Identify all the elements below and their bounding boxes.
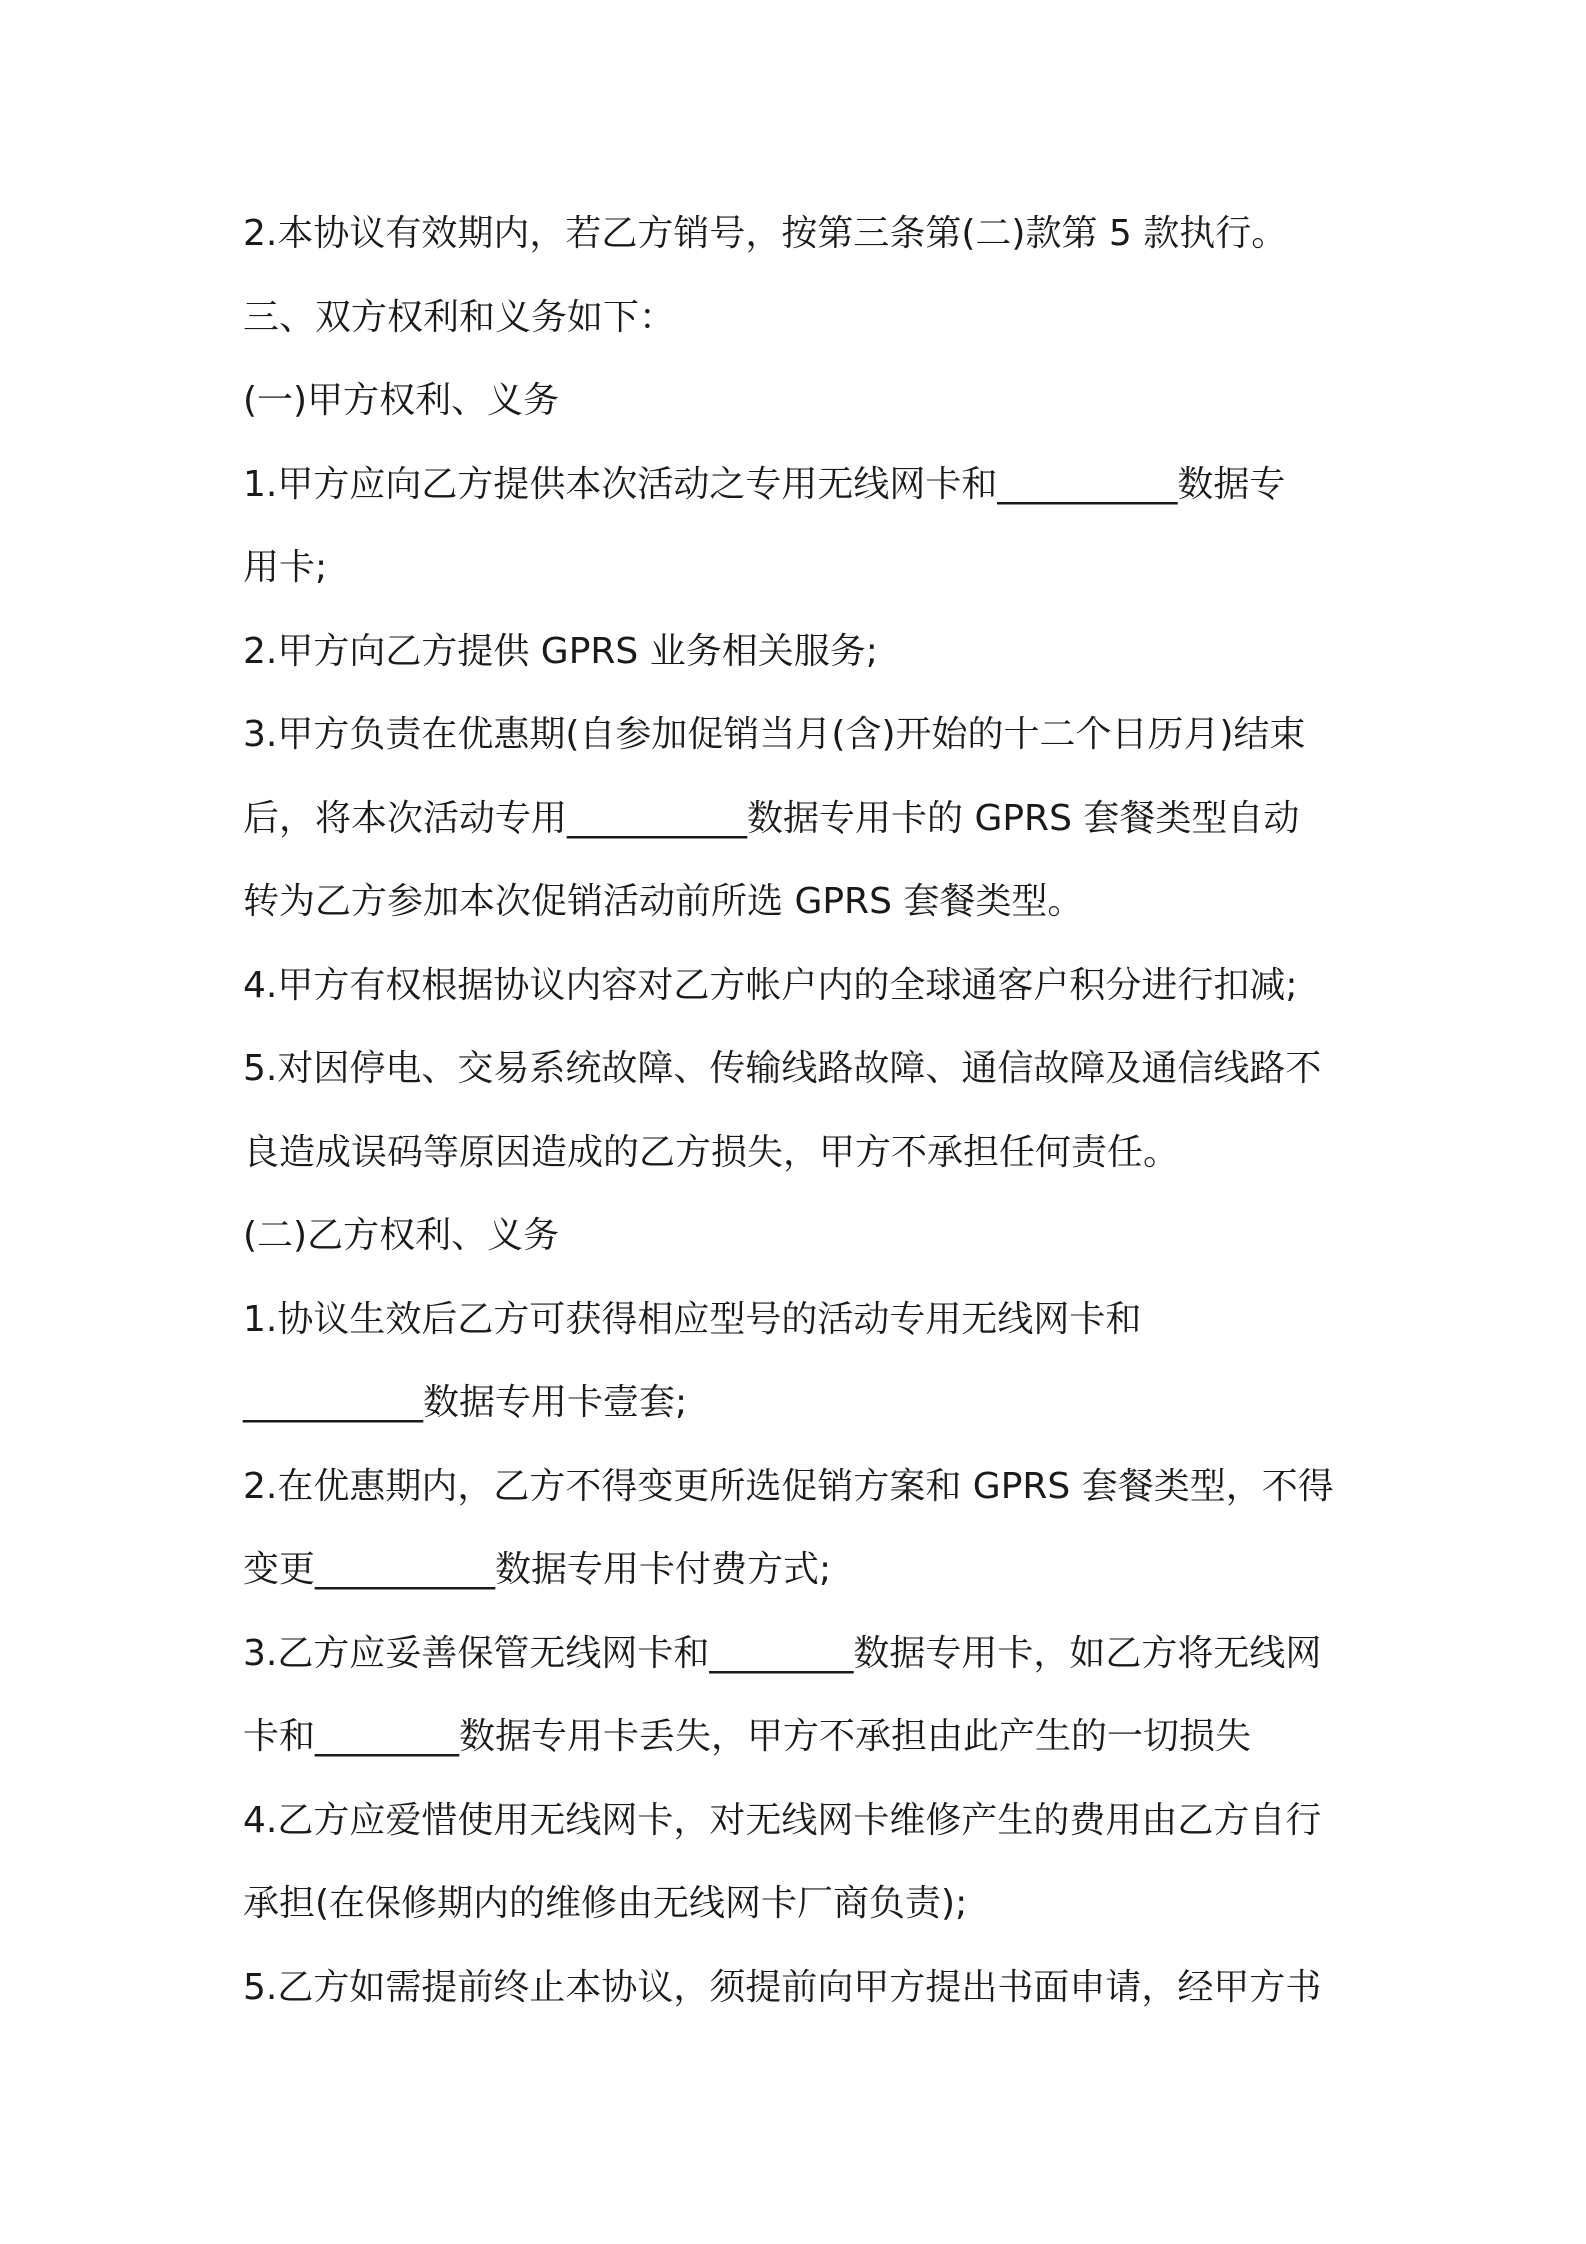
text-line: 良造成误码等原因造成的乙方损失，甲方不承担任何责任。 [243,1131,1180,1173]
section-heading: 三、双方权利和义务如下： [243,296,676,338]
text-line: 2.甲方向乙方提供 GPRS 业务相关服务; [243,630,878,672]
text-line: 承担(在保修期内的维修由无线网卡厂商负责); [243,1883,968,1924]
text-line: 变更__________数据专用卡付费方式; [243,1549,832,1590]
subsection-heading: (二)乙方权利、义务 [243,1215,560,1256]
text-line: __________数据专用卡壹套; [243,1382,688,1423]
text-line: 1.甲方应向乙方提供本次活动之专用无线网卡和__________数据专 [243,463,1286,505]
text-line: 5.对因停电、交易系统故障、传输线路故障、通信故障及通信线路不 [243,1048,1322,1089]
text-line: 3.乙方应妥善保管无线网卡和________数据专用卡，如乙方将无线网 [243,1632,1322,1674]
text-line: 转为乙方参加本次促销活动前所选 GPRS 套餐类型。 [243,881,1084,922]
text-line: 5.乙方如需提前终止本协议，须提前向甲方提出书面申请，经甲方书 [243,1966,1322,2008]
text-line: 用卡; [243,547,328,588]
text-line: 3.甲方负责在优惠期(自参加促销当月(含)开始的十二个日历月)结束 [243,714,1306,755]
text-line: 2.本协议有效期内，若乙方销号，按第三条第(二)款第 5 款执行。 [243,213,1288,254]
document-body [243,192,1363,2029]
text-line: 后，将本次活动专用__________数据专用卡的 GPRS 套餐类型自动 [243,797,1300,839]
text-line: 卡和________数据专用卡丢失，甲方不承担由此产生的一切损失 [243,1716,1252,1757]
text-line: 4.乙方应爱惜使用无线网卡，对无线网卡维修产生的费用由乙方自行 [243,1799,1322,1841]
subsection-heading: (一)甲方权利、义务 [243,380,560,421]
text-line: 4.甲方有权根据协议内容对乙方帐户内的全球通客户积分进行扣减; [243,964,1298,1006]
text-line: 1.协议生效后乙方可获得相应型号的活动专用无线网卡和 [243,1298,1142,1340]
text-line: 2.在优惠期内，乙方不得变更所选促销方案和 GPRS 套餐类型，不得 [243,1465,1334,1507]
